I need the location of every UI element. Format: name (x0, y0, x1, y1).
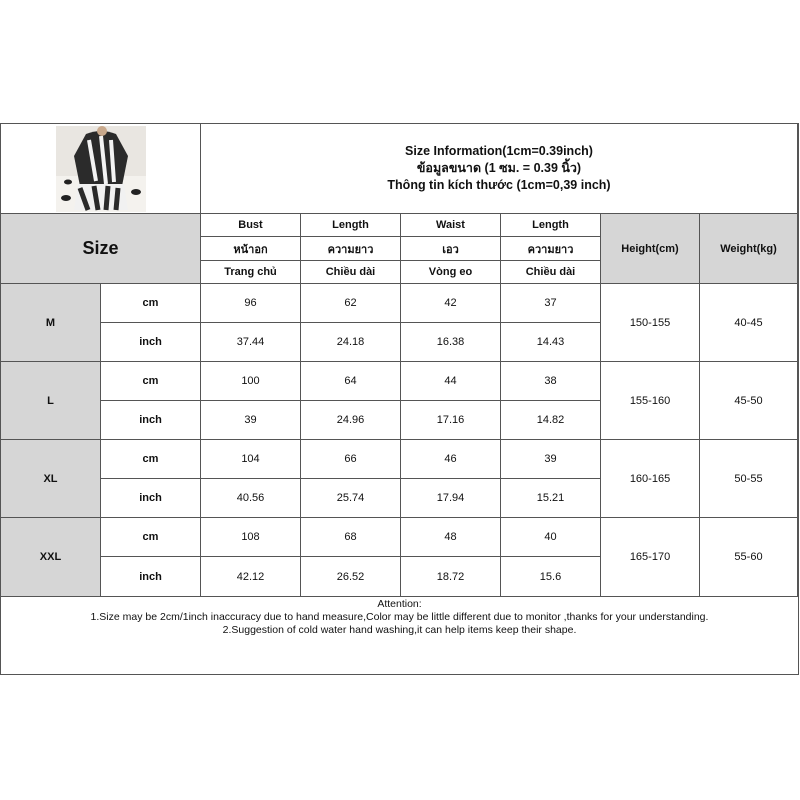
size-xxl-label: XXL (1, 518, 101, 597)
size-info-title (201, 124, 798, 214)
xl-length2-inch: 15.21 (501, 479, 601, 518)
attention-heading: Attention: (377, 598, 422, 610)
l-waist-inch: 17.16 (401, 401, 501, 440)
xxl-weight: 55-60 (700, 518, 798, 597)
attention-note (1, 597, 798, 675)
size-m-label: M (1, 284, 101, 362)
xl-height: 160-165 (601, 440, 700, 518)
xxl-length-inch: 26.52 (301, 557, 401, 597)
header-length2-en: Length (501, 214, 601, 237)
xl-waist-cm: 46 (401, 440, 501, 479)
m-length2-cm: 37 (501, 284, 601, 323)
xxl-bust-inch: 42.12 (201, 557, 301, 597)
xxl-length2-inch: 15.6 (501, 557, 601, 597)
unit-inch: inch (101, 479, 201, 518)
header-length2-vi: Chiều dài (501, 261, 601, 284)
header-waist-vi: Vòng eo (401, 261, 501, 284)
header-height: Height(cm) (601, 214, 700, 284)
m-bust-cm: 96 (201, 284, 301, 323)
size-chart-table (0, 123, 799, 675)
header-length2-th: ความยาว (501, 237, 601, 261)
header-length-en: Length (301, 214, 401, 237)
l-length2-cm: 38 (501, 362, 601, 401)
product-photo-cell (1, 124, 201, 214)
xl-waist-inch: 17.94 (401, 479, 501, 518)
xxl-height: 165-170 (601, 518, 700, 597)
xxl-length2-cm: 40 (501, 518, 601, 557)
attention-line-1: 1.Size may be 2cm/1inch inaccuracy due to hand measure,Color may be little different due to monitor ,thanks for your understanding. (90, 611, 709, 623)
title-vietnamese: Thông tin kích thước (1cm=0,39 inch) (387, 178, 611, 192)
product-photo-illustration (56, 126, 146, 212)
header-length-th: ความยาว (301, 237, 401, 261)
xl-length-cm: 66 (301, 440, 401, 479)
unit-cm: cm (101, 362, 201, 401)
title-english: Size Information(1cm=0.39inch) (405, 144, 593, 158)
unit-cm: cm (101, 284, 201, 323)
m-length-cm: 62 (301, 284, 401, 323)
m-length-inch: 24.18 (301, 323, 401, 362)
l-height: 155-160 (601, 362, 700, 440)
l-bust-inch: 39 (201, 401, 301, 440)
size-header: Size (1, 214, 201, 284)
l-length-cm: 64 (301, 362, 401, 401)
xl-length-inch: 25.74 (301, 479, 401, 518)
product-photo (56, 126, 146, 212)
unit-cm: cm (101, 440, 201, 479)
header-bust-vi: Trang chủ (201, 261, 301, 284)
header-waist-th: เอว (401, 237, 501, 261)
l-waist-cm: 44 (401, 362, 501, 401)
header-bust-en: Bust (201, 214, 301, 237)
title-thai: ข้อมูลขนาด (1 ซม. = 0.39 นิ้ว) (416, 161, 582, 175)
xxl-waist-cm: 48 (401, 518, 501, 557)
xl-bust-cm: 104 (201, 440, 301, 479)
unit-cm: cm (101, 518, 201, 557)
xxl-length-cm: 68 (301, 518, 401, 557)
xl-bust-inch: 40.56 (201, 479, 301, 518)
header-weight: Weight(kg) (700, 214, 798, 284)
m-length2-inch: 14.43 (501, 323, 601, 362)
header-bust-th: หน้าอก (201, 237, 301, 261)
m-height: 150-155 (601, 284, 700, 362)
attention-line-2: 2.Suggestion of cold water hand washing,it can help items keep their shape. (222, 624, 577, 636)
m-weight: 40-45 (700, 284, 798, 362)
xl-weight: 50-55 (700, 440, 798, 518)
xxl-bust-cm: 108 (201, 518, 301, 557)
size-l-label: L (1, 362, 101, 440)
m-waist-cm: 42 (401, 284, 501, 323)
xxl-waist-inch: 18.72 (401, 557, 501, 597)
header-length-vi: Chiều dài (301, 261, 401, 284)
m-waist-inch: 16.38 (401, 323, 501, 362)
unit-inch: inch (101, 557, 201, 597)
m-bust-inch: 37.44 (201, 323, 301, 362)
xl-length2-cm: 39 (501, 440, 601, 479)
l-length-inch: 24.96 (301, 401, 401, 440)
l-weight: 45-50 (700, 362, 798, 440)
header-waist-en: Waist (401, 214, 501, 237)
unit-inch: inch (101, 401, 201, 440)
l-length2-inch: 14.82 (501, 401, 601, 440)
size-xl-label: XL (1, 440, 101, 518)
unit-inch: inch (101, 323, 201, 362)
l-bust-cm: 100 (201, 362, 301, 401)
